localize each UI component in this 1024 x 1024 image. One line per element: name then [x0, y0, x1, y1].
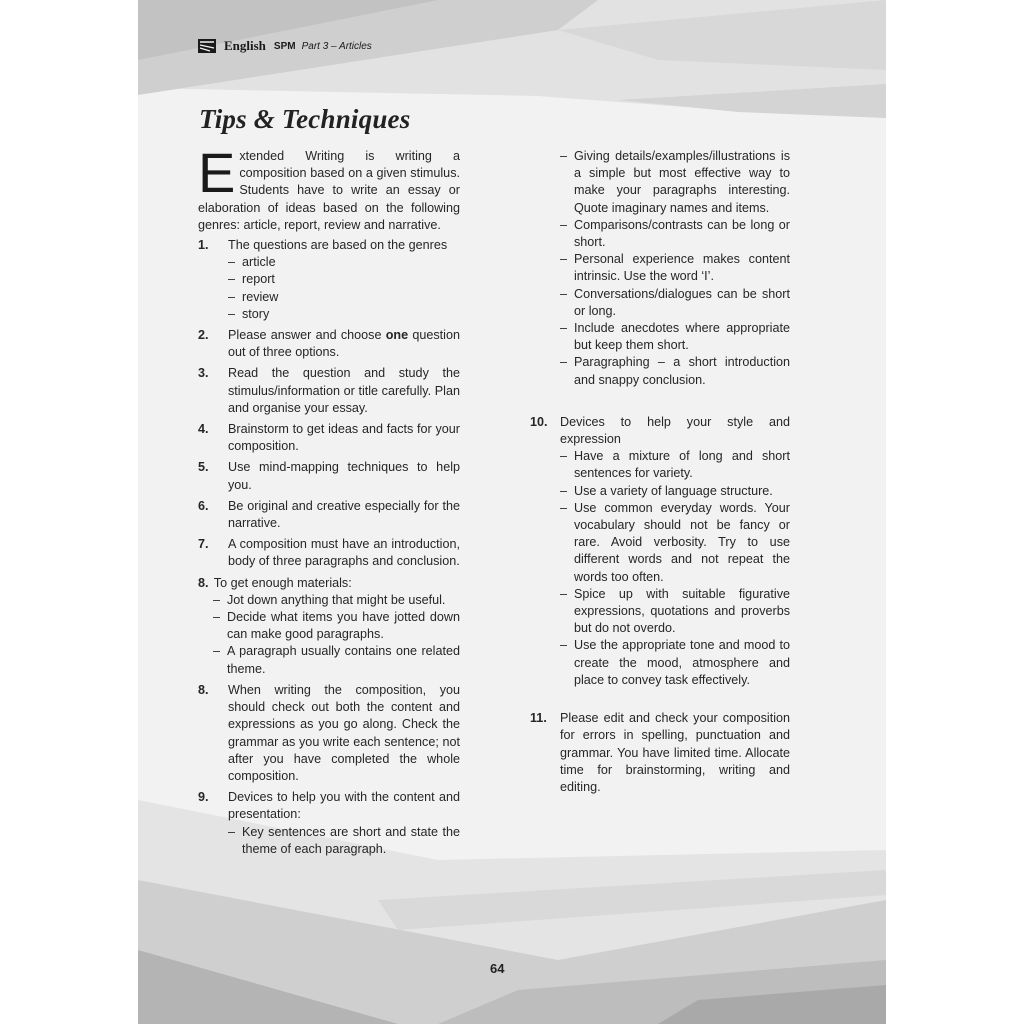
sub-item: – story [228, 306, 270, 321]
sub-list [228, 254, 460, 323]
item-number: 4. [198, 422, 209, 437]
item-text: Be original and creative especially for the narrative. [228, 498, 460, 531]
item-number: 8. [198, 575, 209, 590]
sub-item: – review [228, 289, 279, 304]
item-number: 2. [198, 328, 209, 343]
list-item [198, 682, 460, 785]
emphasis-word: one [385, 328, 409, 343]
item-number: 11. [530, 711, 547, 726]
running-header [198, 36, 372, 56]
item-number: 6. [198, 498, 209, 513]
sub-item: – Include anecdotes where appropriate but keep them short. [560, 321, 790, 353]
page-number: 64 [490, 961, 505, 976]
list-item [198, 459, 460, 493]
sub-list-continued [560, 148, 790, 389]
sub-item: – article [228, 255, 276, 270]
item-text: Please answer and choose one question out of three options. [228, 328, 460, 360]
list-item [198, 237, 460, 323]
item-number: 7. [198, 537, 209, 552]
list-item [198, 327, 460, 361]
item-text: Brainstorm to get ideas and facts for your composition. [228, 422, 460, 454]
sub-item: – Jot down anything that might be useful. [213, 592, 446, 607]
item-number: 5. [198, 460, 209, 475]
item-number: 8. [198, 682, 209, 697]
item-text: Read the question and study the stimulus/information or title carefully. Plan and organise your essay. [228, 366, 460, 415]
item-number: 9. [198, 790, 209, 805]
header-subject: English [224, 38, 266, 53]
publisher-logo-icon [198, 39, 216, 53]
sub-item: – Use common everyday words. Your vocabulary should not be fancy or rare. Avoid verbosity. Try to use different words and not repeat the words too often. [560, 500, 790, 584]
sub-item: – Personal experience makes content intrinsic. Use the word ‘I’. [560, 252, 790, 284]
item-text: A composition must have an introduction, body of three paragraphs and conclusion. [228, 537, 460, 569]
intro-text: xtended Writing is writing a composition based on a given stimulus. Students have to write an essay or elaboration of ideas based on the following genres: article, report, review and narrative. [198, 149, 460, 232]
sub-item: – Giving details/examples/illustrations is a simple but most effective way to make your paragraphs interesting. Quote imaginary names and items. [560, 149, 790, 215]
list-item [198, 789, 460, 858]
sub-item: – Use a variety of language structure. [560, 483, 773, 498]
page-title: Tips & Techniques [199, 104, 411, 134]
list-item [198, 498, 460, 532]
sub-item: – Use the appropriate tone and mood to create the mood, atmosphere and place to convey task effectively. [560, 638, 790, 687]
item-number: 1. [198, 238, 209, 253]
left-column [198, 141, 460, 862]
list-item [198, 575, 460, 678]
item-text: Devices to help your style and expression [560, 414, 790, 447]
sub-item: – Decide what items you have jotted down can make good paragraphs. [213, 610, 460, 642]
sub-item: – Spice up with suitable figurative expressions, quotations and proverbs but do not overdo. [560, 586, 790, 636]
list-item [530, 710, 790, 796]
sub-item: – Paragraphing – a short introduction and snappy conclusion. [560, 355, 790, 387]
item-text: Devices to help you with the content and presentation: [228, 790, 460, 822]
drop-cap: E [198, 141, 236, 204]
item-text: Please edit and check your composition for errors in spelling, punctuation and grammar. You have limited time. Allocate time for brainstorming, writing and editing. [560, 711, 790, 794]
sub-item: – Have a mixture of long and short sentences for variety. [560, 449, 790, 481]
list-item [198, 421, 460, 455]
sub-item: – Conversations/dialogues can be short or long. [560, 286, 790, 318]
list-item [198, 365, 460, 417]
right-column [530, 148, 790, 800]
item-text: When writing the composition, you should check out both the content and expressions as you go along. Check the grammar as you write each sentence; not after you have completed the whole composition. [228, 682, 460, 783]
list-item [198, 536, 460, 570]
item-text: The questions are based on the genres [228, 238, 448, 253]
header-part: Part 3 – Articles [301, 40, 372, 52]
sub-item: – report [228, 272, 275, 287]
header-exam: SPM [273, 40, 296, 52]
list-item [530, 414, 790, 689]
sub-list [560, 448, 790, 689]
sub-list [213, 592, 460, 678]
document-page [138, 0, 886, 1024]
item-text: To get enough materials: [213, 575, 352, 590]
sub-item: – Key sentences are short and state the theme of each paragraph. [228, 824, 460, 856]
sub-list [228, 824, 460, 858]
intro-paragraph [198, 141, 460, 234]
item-number: 3. [198, 366, 209, 381]
sub-item: – Comparisons/contrasts can be long or short. [560, 217, 790, 250]
item-text: Use mind-mapping techniques to help you. [228, 460, 460, 492]
sub-item: – A paragraph usually contains one related theme. [213, 644, 460, 676]
item-number: 10. [530, 414, 548, 429]
